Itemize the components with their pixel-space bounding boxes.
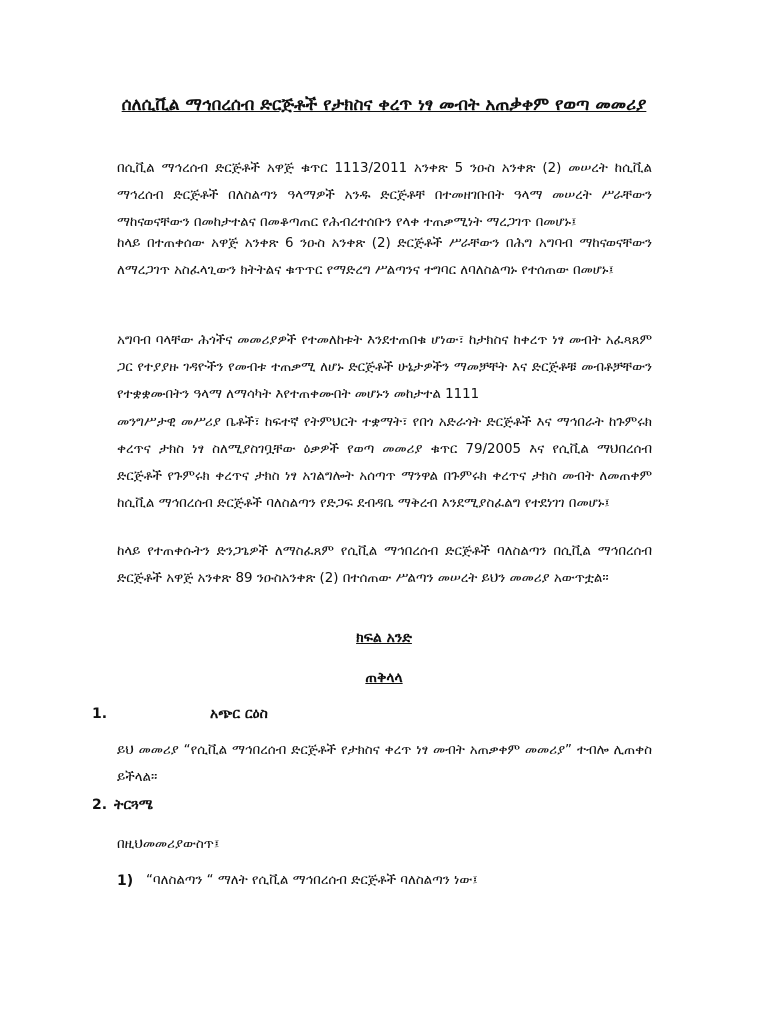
part-heading: ክፍል አንድ [356,630,412,646]
preamble-paragraph-4: መንግሥታዊ መሥሪያ ቤቶች፣ ከፍተኛ የትምህርት ተቋማት፣ የበጎ አድራጎት ድርጅቶች እና ማኅበራት ከጉምሩክ ቀረጥና ታክስ ነፃ ስለሚያስገቧቸው ዕቃዎች የወጣ መመሪያ ቁጥር 79/2005 እና የሲቪል ማህበረሰብ ድርጅቶች የጉምሩክ ቀረጥና ታክስ ነፃ አገልግሎት አሰጣጥ ማንዋል በጉምሩክ ቀረጥና ታክስ መብት ለመጠቀም ከሲቪል ማኅበረሰብ ድርጅቶች ባለስልጣን የድጋፍ ደብዳቤ ማቅረብ እንደሚያስፈልግ የተደነገገ በመሆኑ፤ [117,415,652,511]
section-1-text: ይህ መመሪያ “የሲቪል ማኅበረሰብ ድርጅቶች የታክስና ቀረጥ ነፃ መብት አጠቃቀም መመሪያ” ተብሎ ሊጠቀስ ይችላል። [117,743,652,785]
section-2-heading: ትርጓሜ [114,797,153,813]
definition-1-text: “ባለስልጣን “ ማለት የሲቪል ማኅበረሰብ ድርጅቶች ባለስልጣን ነው፤ [146,873,478,888]
preamble-paragraph-2: ከላይ በተጠቀሰው አዋጅ አንቀጽ 6 ንዑስ አንቀጽ (2) ድርጅቶች ሥራቸውን በሕግ አግባብ ማከናወናቸውን ለማረጋገጥ አስፈላጊውን ክትትልና ቁጥጥር የማድረግ ሥልጣንና ተግባር ለባለስልጣኑ የተሰጠው በመሆኑ፤ [117,236,652,278]
preamble-paragraph-1: በሲቪል ማኅረሰብ ድርጅቶች አዋጅ ቁጥር 1113/2011 አንቀጽ 5 ንዑስ አንቀጽ (2) መሠረት ከሲቪል ማኅረሰብ ድርጅቶች በለስልጣን ዓላማዎች አንዱ ድርጅቶቸ በተመዘገቡበት ዓላማ መሠረት ሥራቸውን ማከናወናቸውን በመከታተልና በመቆጣጠር የሕብረተሰቡን የላቀ ተጠቃሚነት ማረጋገጥ በመሆኑ፤ [117,161,652,230]
preamble-paragraph-5: ከላይ የተጠቀሱትን ድንጋጌዎች ለማስፈጸም የሲቪል ማኅበረሰብ ድርጅቶች ባለስልጣን በሲቪል ማኅበረሰብ ድርጅቶች አዋጅ አንቀጽ 89 ንዑስአንቀጽ (2) በተሰጠው ሥልጣን መሠረት ይህን መመሪያ አውጥቷል። [117,544,652,586]
part-subheading: ጠቅላላ [365,670,403,686]
section-2-intro: በዚህመመሪያውስጥ፤ [117,837,220,852]
section-1-heading: አጭር ርዕስ [210,706,268,722]
section-1-number: 1. [92,706,108,722]
section-2-number: 2. [92,797,108,813]
preamble-paragraph-3: አግባብ ባላቸው ሕጎችና መመሪያዎች የተመለከቱት እንደተጠበቁ ሆነው፣ ከታክስና ከቀረጥ ነፃ መብት አፈጻጸም ጋር የተያያዙ ገዳዮችን የመብቱ ተጠቃሚ ለሆኑ ድርጅቶች ሁኔታዎችን ማመቻቸት እና ድርጅቶቹ መብቶቻቸውን የተቋቋሙበትን ዓላማ ለማሳካት እየተጠቀሙበት መሆኑን መከታተል 1111 [117,333,652,402]
definition-1-number: 1) [117,873,134,889]
document-title: ሰለሲቪል ማኅበረሰብ ድርጅቶች የታክስና ቀረጥ ነፃ መብት አጠቃቀም የወጣ መመሪያ [121,95,647,115]
